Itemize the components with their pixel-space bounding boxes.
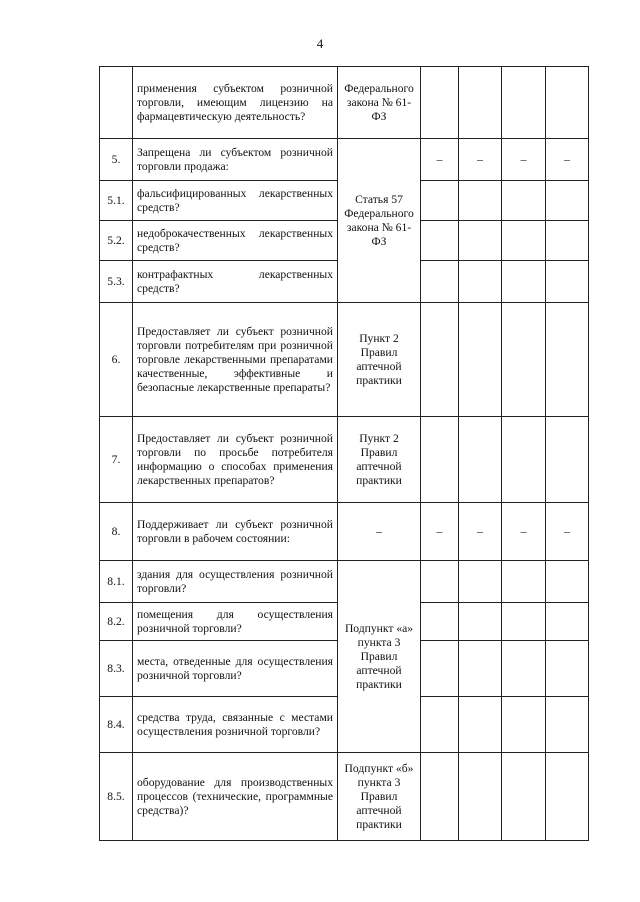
question-text: места, отведенные для осуществления розничной торговли? [133,641,338,697]
answer-cell-no [459,641,502,697]
question-text: Предоставляет ли субъект розничной торговли потребителям при розничной торговле лекарственными препаратами качественные, эффективные и безопасные лекарственные препараты? [133,303,338,417]
answer-cell-na [502,697,546,753]
question-text: здания для осуществления розничной торговли? [133,561,338,603]
answer-cell-na [502,561,546,603]
answer-cell-note [546,181,589,221]
answer-cell-note [546,753,589,841]
answer-cell-na [502,261,546,303]
answer-cell-yes [421,561,459,603]
answer-cell-note: – [546,139,589,181]
row-number: 8.3. [100,641,133,697]
legal-basis: Пункт 2 Правил аптечной практики [338,303,421,417]
question-text: фальсифицированных лекарственных средств? [133,181,338,221]
row-number: 8.2. [100,603,133,641]
answer-cell-na [502,303,546,417]
question-text: недоброкачественных лекарственных средств? [133,221,338,261]
answer-cell-na [502,67,546,139]
table-row [100,503,589,561]
answer-cell-note [546,221,589,261]
table-row [100,67,589,139]
answer-cell-na [502,603,546,641]
table-row [100,303,589,417]
answer-cell-note [546,641,589,697]
answer-cell-note [546,261,589,303]
question-text: помещения для осуществления розничной торговли? [133,603,338,641]
answer-cell-no [459,181,502,221]
answer-cell-na: – [502,139,546,181]
row-number: 5.2. [100,221,133,261]
answer-cell-yes [421,697,459,753]
answer-cell-yes [421,181,459,221]
answer-cell-note [546,417,589,503]
question-text: Запрещена ли субъектом розничной торговли продажа: [133,139,338,181]
answer-cell-note: – [546,503,589,561]
answer-cell-yes: – [421,139,459,181]
row-number: 5. [100,139,133,181]
answer-cell-no [459,697,502,753]
question-text: Предоставляет ли субъект розничной торговли по просьбе потребителя информацию о способах применения лекарственных препаратов? [133,417,338,503]
answer-cell-no [459,753,502,841]
question-text: оборудование для производственных процессов (технические, программные средства)? [133,753,338,841]
answer-cell-yes [421,221,459,261]
row-number: 5.1. [100,181,133,221]
legal-basis: Подпункт «б» пункта 3 Правил аптечной практики [338,753,421,841]
answer-cell-no: – [459,503,502,561]
answer-cell-na: – [502,503,546,561]
row-number: 8.4. [100,697,133,753]
answer-cell-yes [421,641,459,697]
checklist-table [99,66,589,841]
answer-cell-no [459,67,502,139]
answer-cell-yes [421,303,459,417]
answer-cell-no [459,303,502,417]
answer-cell-note [546,603,589,641]
row-number: 8.5. [100,753,133,841]
legal-basis: Подпункт «а» пункта 3 Правил аптечной практики [338,561,421,753]
answer-cell-note [546,67,589,139]
answer-cell-no [459,261,502,303]
row-number [100,67,133,139]
answer-cell-yes [421,261,459,303]
answer-cell-no [459,561,502,603]
table-row [100,753,589,841]
answer-cell-na [502,221,546,261]
row-number: 6. [100,303,133,417]
answer-cell-na [502,641,546,697]
question-text: Поддерживает ли субъект розничной торговли в рабочем состоянии: [133,503,338,561]
answer-cell-yes [421,67,459,139]
question-text: средства труда, связанные с местами осуществления розничной торговли? [133,697,338,753]
question-text: контрафактных лекарственных средств? [133,261,338,303]
legal-basis: Статья 57 Федерального закона № 61-ФЗ [338,139,421,303]
answer-cell-note [546,697,589,753]
page-number: 4 [316,36,324,51]
answer-cell-yes: – [421,503,459,561]
answer-cell-yes [421,753,459,841]
answer-cell-na [502,417,546,503]
row-number: 7. [100,417,133,503]
answer-cell-no [459,221,502,261]
row-number: 8.1. [100,561,133,603]
question-text: применения субъектом розничной торговли, имеющим лицензию на фармацевтическую деятельность? [133,67,338,139]
legal-basis: Федерального закона № 61-ФЗ [338,67,421,139]
answer-cell-no: – [459,139,502,181]
row-number: 5.3. [100,261,133,303]
answer-cell-note [546,303,589,417]
answer-cell-no [459,417,502,503]
row-number: 8. [100,503,133,561]
answer-cell-note [546,561,589,603]
legal-basis: Пункт 2 Правил аптечной практики [338,417,421,503]
legal-basis: – [338,503,421,561]
table-row [100,139,589,181]
table-row [100,561,589,603]
table-row [100,417,589,503]
answer-cell-no [459,603,502,641]
answer-cell-na [502,753,546,841]
answer-cell-yes [421,417,459,503]
answer-cell-na [502,181,546,221]
answer-cell-yes [421,603,459,641]
